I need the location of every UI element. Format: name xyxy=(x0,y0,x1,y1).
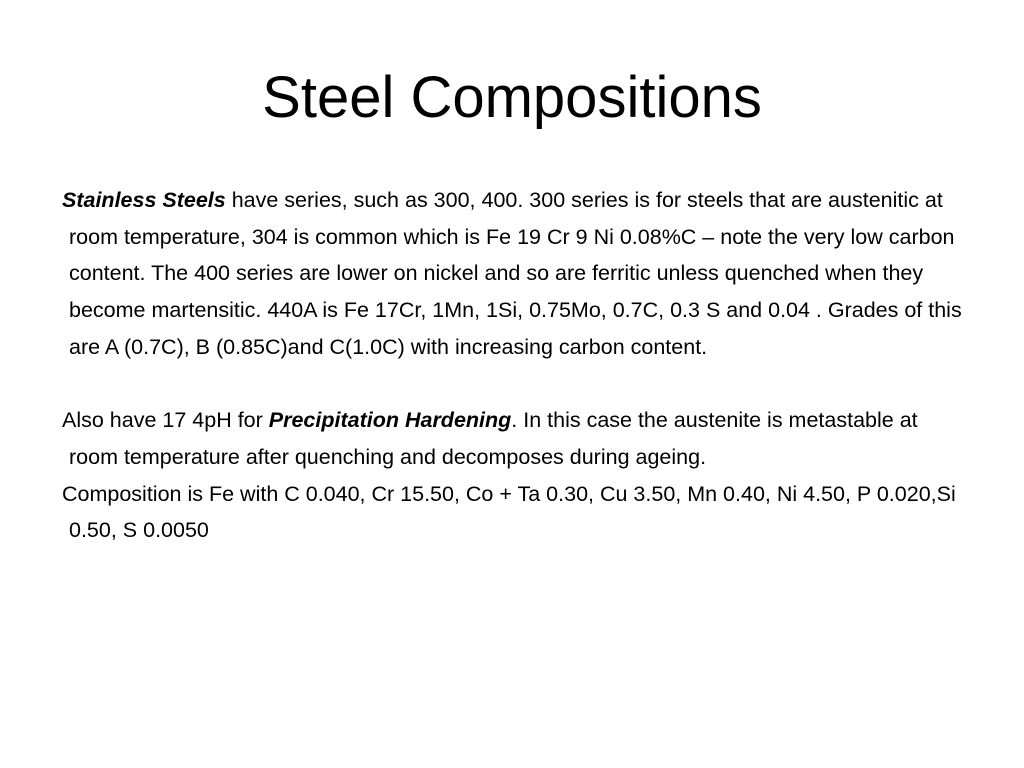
precipitation-hardening-term: Precipitation Hardening xyxy=(268,408,512,433)
precipitation-hardening-text: . In this case the austenite is metastable at room temperature after quenching and decomposes during ageing. xyxy=(69,408,918,469)
composition-paragraph: Composition is Fe with C 0.040, Cr 15.50, Co + Ta 0.30, Cu 3.50, Mn 0.40, Ni 4.50, P 0.020,Si 0.50, S 0.0050 xyxy=(62,481,956,543)
stainless-steels-paragraph xyxy=(62,182,972,366)
precipitation-lead-text: Also have 17 4pH for xyxy=(62,408,269,433)
slide-body xyxy=(62,182,972,549)
stainless-steels-text: have series, such as 300, 400. 300 series is for steels that are austenitic at room temperature, 304 is common which is Fe 19 Cr 9 Ni 0.08%C – note the very low carbon content. The 400 series are lower on nickel and so are ferritic unless quenched when they become martensitic. 440A is Fe 17Cr, 1Mn, 1Si, 0.75Mo, 0.7C, 0.3 S and 0.04 . Grades of this are A (0.7C), B (0.85C)and C(1.0C) with increasing carbon content. xyxy=(69,188,962,359)
stainless-steels-term: Stainless Steels xyxy=(62,188,226,212)
slide-title: Steel Compositions xyxy=(262,65,762,130)
precipitation-hardening-paragraph xyxy=(62,402,972,475)
